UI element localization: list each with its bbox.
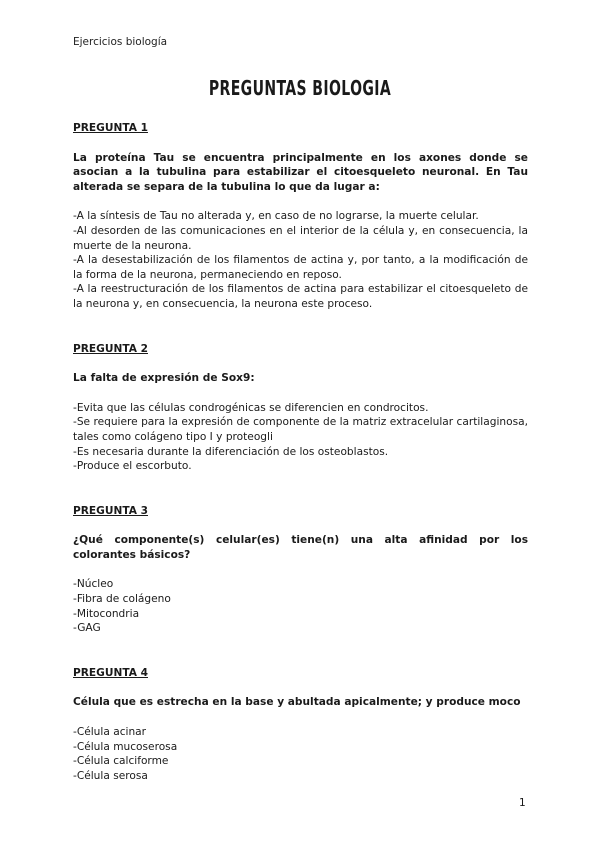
answer-list <box>73 209 528 311</box>
answer-option: -Produce el escorbuto. <box>73 460 192 473</box>
question-heading: PREGUNTA 4 <box>73 666 148 679</box>
answer-option: -A la desestabilización de los filamentos de actina y, por tanto, a la modificación de la forma de la neurona, permaneciendo en reposo. <box>73 254 528 281</box>
page-header: Ejercicios biología <box>73 36 168 48</box>
answer-list <box>73 577 528 635</box>
question-heading: PREGUNTA 3 <box>73 504 148 517</box>
question-1 <box>73 121 528 312</box>
question-2 <box>73 342 528 474</box>
answer-option: -Fibra de colágeno <box>73 593 171 606</box>
page-title: PREGUNTAS BIOLOGIA <box>208 76 392 100</box>
answer-option: -Célula mucoserosa <box>73 740 178 753</box>
answer-option: -Célula serosa <box>73 769 148 782</box>
answer-option: -Célula calciforme <box>73 755 169 768</box>
answer-list <box>73 401 528 474</box>
answer-list <box>73 725 528 783</box>
answer-option: -A la síntesis de Tau no alterada y, en caso de no lograrse, la muerte celular. <box>73 210 479 223</box>
answer-option: -GAG <box>73 622 101 635</box>
answer-option: -Al desorden de las comunicaciones en el interior de la célula y, en consecuencia, la muerte de la neurona. <box>73 224 528 252</box>
question-text: La falta de expresión de Sox9: <box>73 372 255 385</box>
page-number: 1 <box>519 797 526 809</box>
question-3 <box>73 504 528 636</box>
question-heading: PREGUNTA 2 <box>73 342 148 355</box>
answer-option: -Es necesaria durante la diferenciación de los osteoblastos. <box>73 445 389 458</box>
answer-option: -Núcleo <box>73 578 114 591</box>
question-heading: PREGUNTA 1 <box>73 122 148 134</box>
answer-option: -Mitocondria <box>73 607 140 620</box>
document-body <box>73 121 528 783</box>
answer-option: -A la reestructuración de los filamentos de actina para estabilizar el citoesqueleto de la neurona y, en consecuencia, la neurona este proceso. <box>73 283 528 310</box>
question-4 <box>73 666 528 784</box>
question-text: Célula que es estrecha en la base y abultada apicalmente; y produce moco <box>73 696 521 709</box>
answer-option: -Evita que las células condrogénicas se diferencien en condrocitos. <box>73 401 429 414</box>
answer-option: -Se requiere para la expresión de componente de la matriz extracelular cartilaginosa, tales como colágeno tipo I y proteogli <box>73 416 528 443</box>
question-text: ¿Qué componente(s) celular(es) tiene(n) una alta afinidad por los colorantes básicos? <box>73 534 528 561</box>
answer-option: -Célula acinar <box>73 726 147 739</box>
question-text: La proteína Tau se encuentra principalmente en los axones donde se asocian a la tubulina para estabilizar el citoesqueleto neuronal. En Tau alterada se separa de la tubulina lo que da lugar a: <box>73 151 528 193</box>
